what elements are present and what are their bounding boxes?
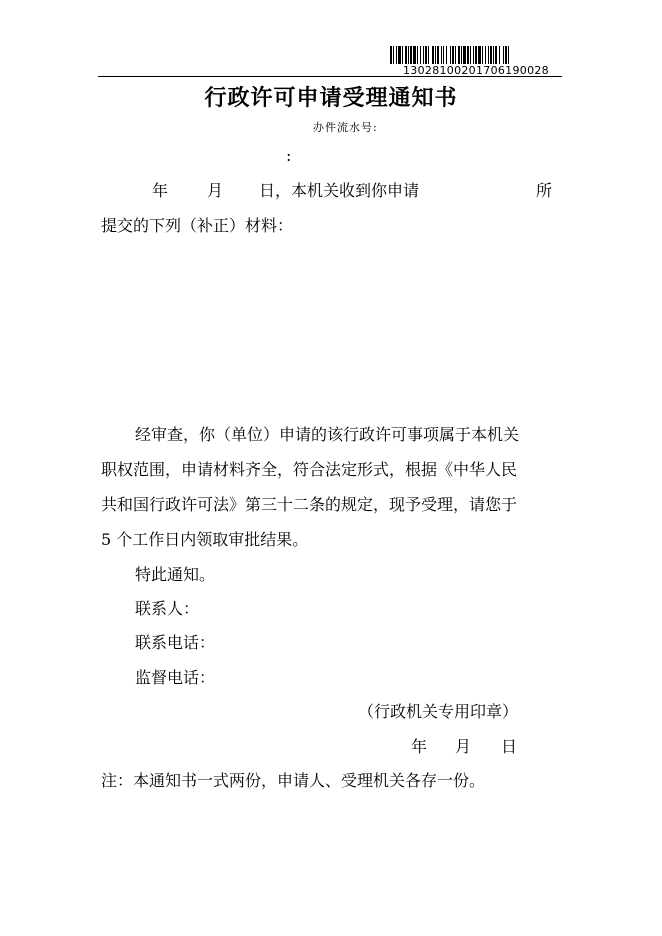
barcode-bar [437,46,439,64]
barcode-bar [423,46,424,64]
date-month: 月 [455,737,472,756]
footnote: 注：本通知书一式两份，申请人、受理机关各存一份。 [101,771,486,790]
barcode-bar [420,46,421,64]
barcode-bar [417,46,418,64]
barcode-bar [398,46,401,64]
barcode-bar [455,46,456,64]
barcode-bar [473,46,474,64]
contact-phone-label: 联系电话： [135,633,216,652]
barcode-bar [499,46,500,64]
body-line-4: 5 个工作日内领取审批结果。 [101,530,309,549]
intro-year: 年 [152,181,169,200]
barcode-bar [393,46,394,64]
barcode-bar [467,46,469,64]
barcode-bar [446,46,447,64]
barcode-bar [402,46,403,64]
contact-person-label: 联系人： [135,599,200,618]
barcode-bar [503,46,504,64]
barcode-bar [432,46,434,64]
barcode-bar [408,46,409,64]
addressee-colon: : [286,146,292,165]
barcode-bar [396,46,397,64]
body-line-3: 共和国行政许可法》第三十二条的规定，现予受理，请您于 [101,495,518,514]
barcode-bar [478,46,481,64]
body-line-2-text: 职权范围，申请材料齐全，符合法定形式，根据《中华人民 [101,460,518,479]
barcode-bar [461,46,462,64]
barcode-bar [428,46,429,64]
date-day: 日 [501,737,518,756]
barcode-bar [452,46,454,64]
barcode-bar [413,46,416,64]
barcode-bar [482,46,483,64]
barcode-bar [505,46,507,64]
intro-line-2: 提交的下列（补正）材料： [101,216,294,235]
barcode [390,46,562,64]
barcode-bar [443,46,444,64]
barcode-number: 13028100201706190028 [403,64,549,77]
body-line-2 [101,459,561,481]
barcode-bar [495,46,497,64]
barcode-bar [410,46,412,64]
barcode-bar [441,46,442,64]
barcode-bar [435,46,436,64]
barcode-bar [450,46,451,64]
notice-text: 特此通知。 [135,565,216,584]
barcode-bar [485,46,486,64]
barcode-bar [475,46,477,64]
barcode-bar [405,46,407,64]
barcode-bar [463,46,466,64]
body-line-1: 经审查，你（单位）申请的该行政许可事项属于本机关 [135,425,520,444]
intro-day-text: 日，本机关收到你申请 [259,181,420,200]
barcode-bar [470,46,471,64]
barcode-bar [390,46,392,64]
intro-suo: 所 [536,181,553,200]
serial-number-label: 办件流水号: [313,121,378,134]
header-rule [98,76,562,77]
intro-month: 月 [207,181,224,200]
barcode-bar [425,46,427,64]
date-year: 年 [411,737,428,756]
barcode-bar [493,46,494,64]
supervision-phone-label: 监督电话： [135,668,216,687]
barcode-bar [508,46,509,64]
barcode-bar [490,46,492,64]
document-title: 行政许可申请受理通知书 [204,86,458,111]
barcode-bar [488,46,489,64]
barcode-bar [458,46,460,64]
official-seal-label: （行政机关专用印章） [358,702,519,721]
